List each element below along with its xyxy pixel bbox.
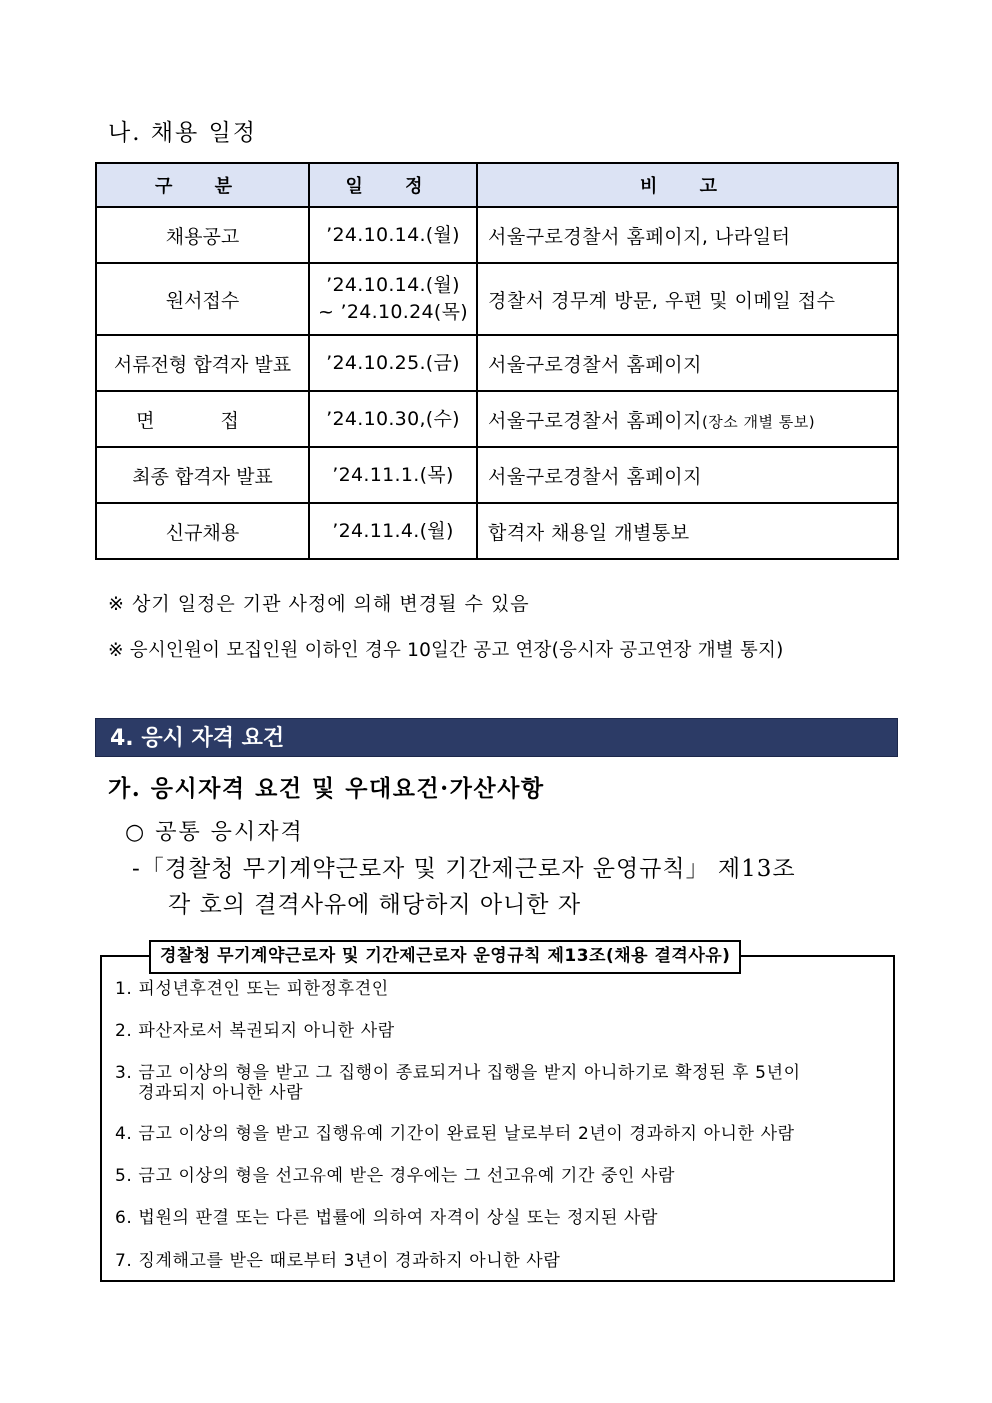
row-date: ’24.11.1.(목) xyxy=(309,447,477,503)
date-start: ’24.10.14.(월) xyxy=(326,274,460,296)
header-note: 비 고 xyxy=(477,163,898,207)
rule-item-3-line-2: 경과되지 아니한 사람 xyxy=(138,1083,304,1103)
row-note xyxy=(477,391,898,447)
table-row xyxy=(96,503,898,559)
section-4-header: 4. 응시 자격 요건 xyxy=(95,718,898,757)
qualification-line-2: 각 호의 결격사유에 해당하지 아니한 자 xyxy=(168,892,582,918)
date-end: ~ ’24.10.24(목) xyxy=(318,301,468,323)
row-note: 서울구로경찰서 홈페이지 xyxy=(477,335,898,391)
subsection-title: 가. 응시자격 요건 및 우대요건·가산사항 xyxy=(108,775,545,802)
disqualification-box-title: 경찰청 무기계약근로자 및 기간제근로자 운영규칙 제13조(채용 결격사유) xyxy=(149,940,741,974)
table-row xyxy=(96,391,898,447)
row-note: 서울구로경찰서 홈페이지 xyxy=(477,447,898,503)
schedule-note: ※ 상기 일정은 기관 사정에 의해 변경될 수 있음 xyxy=(108,593,530,615)
table-row xyxy=(96,447,898,503)
section-title: 나. 채용 일정 xyxy=(108,120,258,146)
rule-item-2: 2. 파산자로서 복권되지 아니한 사람 xyxy=(115,1021,395,1041)
table-row xyxy=(96,263,898,335)
rule-item-6: 6. 법원의 판결 또는 다른 법률에 의하여 자격이 상실 또는 정지된 사람 xyxy=(115,1208,659,1228)
row-category: 채용공고 xyxy=(96,207,309,263)
row-note: 서울구로경찰서 홈페이지, 나라일터 xyxy=(477,207,898,263)
table-header-row xyxy=(96,163,898,207)
row-date: ’24.10.25.(금) xyxy=(309,335,477,391)
row-category: 면 접 xyxy=(96,391,309,447)
rule-item-1: 1. 피성년후견인 또는 피한정후견인 xyxy=(115,979,389,999)
schedule-table xyxy=(95,162,899,560)
rule-item-5: 5. 금고 이상의 형을 선고유예 받은 경우에는 그 선고유예 기간 중인 사람 xyxy=(115,1166,676,1186)
header-date: 일 정 xyxy=(309,163,477,207)
row-category: 서류전형 합격자 발표 xyxy=(96,335,309,391)
row-note-small: (장소 개별 통보) xyxy=(701,412,816,431)
table-row xyxy=(96,207,898,263)
disqualification-box xyxy=(100,955,895,1282)
extension-note: ※ 응시인원이 모집인원 이하인 경우 10일간 공고 연장(응시자 공고연장 개별 통지) xyxy=(108,640,784,661)
row-date xyxy=(309,263,477,335)
rule-item-7: 7. 징계해고를 받은 때로부터 3년이 경과하지 아니한 사람 xyxy=(115,1251,561,1271)
row-category: 원서접수 xyxy=(96,263,309,335)
row-note: 합격자 채용일 개별통보 xyxy=(477,503,898,559)
row-note-text: 서울구로경찰서 홈페이지 xyxy=(488,409,702,432)
row-category: 최종 합격자 발표 xyxy=(96,447,309,503)
table-row xyxy=(96,335,898,391)
rule-item-4: 4. 금고 이상의 형을 받고 집행유예 기간이 완료된 날로부터 2년이 경과하지 아니한 사람 xyxy=(115,1124,795,1144)
bullet-common-qualification: ○ 공통 응시자격 xyxy=(125,820,304,845)
row-date: ’24.10.30,(수) xyxy=(309,391,477,447)
qualification-description xyxy=(132,851,902,923)
row-category: 신규채용 xyxy=(96,503,309,559)
rule-item-3-line-1: 3. 금고 이상의 형을 받고 그 집행이 종료되거나 집행을 받지 아니하기로 확정된 후 5년이 xyxy=(115,1063,801,1083)
header-category: 구 분 xyxy=(96,163,309,207)
row-date: ’24.10.14.(월) xyxy=(309,207,477,263)
row-note: 경찰서 경무계 방문, 우편 및 이메일 접수 xyxy=(477,263,898,335)
row-date: ’24.11.4.(월) xyxy=(309,503,477,559)
qualification-line-1: -「경찰청 무기계약근로자 및 기간제근로자 운영규칙」 제13조 xyxy=(132,856,796,882)
rule-item-3 xyxy=(115,1063,890,1103)
